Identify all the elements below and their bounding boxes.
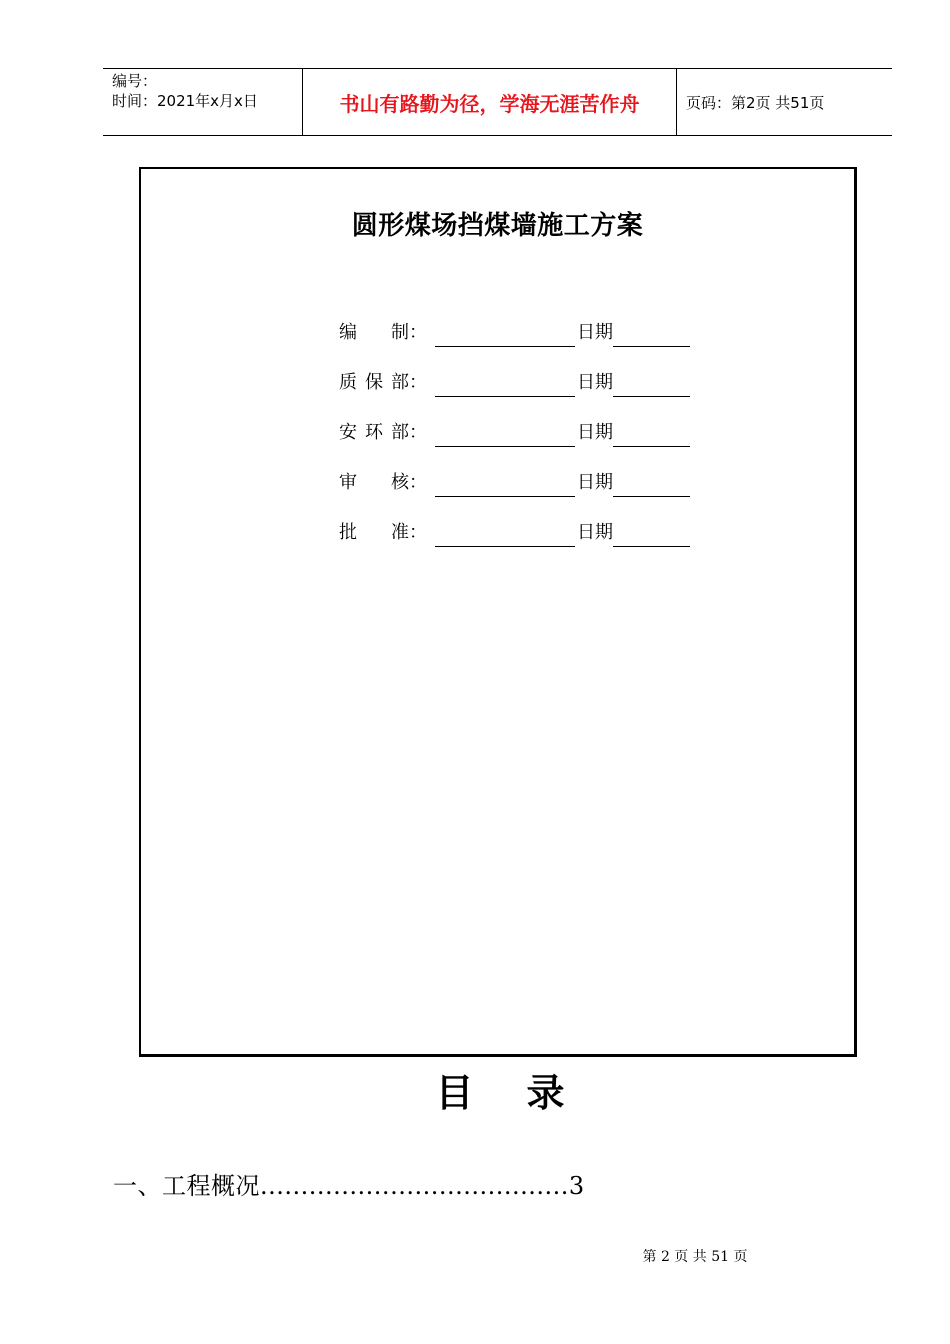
signature-label bbox=[339, 319, 409, 347]
toc-title: 目 录 bbox=[435, 1070, 565, 1115]
signature-blank[interactable] bbox=[435, 524, 575, 547]
label-char: 编 bbox=[339, 322, 357, 343]
header-page-info: 页码：第2页 共51页 bbox=[686, 93, 825, 112]
date-blank[interactable] bbox=[613, 424, 690, 447]
label-colon: ： bbox=[409, 322, 427, 343]
date-label: 日期 bbox=[577, 372, 613, 393]
number-label: 编号： bbox=[112, 72, 158, 90]
label-colon: ： bbox=[409, 422, 427, 443]
label-char: 部 bbox=[391, 422, 409, 443]
toc-entry-text: 一、工程概况 bbox=[113, 1172, 260, 1200]
label-char: 审 bbox=[339, 472, 357, 493]
date-label: 日期 bbox=[577, 472, 613, 493]
signature-label bbox=[339, 369, 409, 397]
label-char: 批 bbox=[339, 522, 357, 543]
date-label: 日期 bbox=[577, 322, 613, 343]
toc-entry-leader: ...................................... bbox=[260, 1172, 569, 1200]
date-blank[interactable] bbox=[613, 324, 690, 347]
label-colon: ： bbox=[409, 372, 427, 393]
label-colon: ： bbox=[409, 472, 427, 493]
label-char: 准 bbox=[391, 522, 409, 543]
page-footer: 第 2 页 共 51 页 bbox=[642, 1249, 748, 1265]
label-char: 保 bbox=[365, 372, 383, 393]
date-blank[interactable] bbox=[613, 524, 690, 547]
header-page-cell bbox=[677, 69, 892, 135]
time-label: 时间：2021年x月x日 bbox=[112, 92, 258, 110]
signature-blank[interactable] bbox=[435, 474, 575, 497]
signature-label bbox=[339, 519, 409, 547]
date-blank[interactable] bbox=[613, 474, 690, 497]
label-char: 部 bbox=[391, 372, 409, 393]
date-blank[interactable] bbox=[613, 374, 690, 397]
signature-row-review bbox=[339, 469, 690, 497]
label-char: 质 bbox=[339, 372, 357, 393]
signature-row-quality bbox=[339, 369, 690, 397]
signature-label bbox=[339, 419, 409, 447]
label-char: 安 bbox=[339, 422, 357, 443]
date-label: 日期 bbox=[577, 522, 613, 543]
toc-entry-page: 3 bbox=[568, 1172, 585, 1200]
signature-row-approve bbox=[339, 519, 690, 547]
label-colon: ： bbox=[409, 522, 427, 543]
label-char: 环 bbox=[365, 422, 383, 443]
header-motto-cell bbox=[303, 69, 677, 135]
header-meta-cell bbox=[103, 69, 303, 135]
signature-row-compile bbox=[339, 319, 690, 347]
page-header bbox=[103, 68, 892, 136]
label-char: 核 bbox=[391, 472, 409, 493]
signature-blank[interactable] bbox=[435, 324, 575, 347]
label-char: 制 bbox=[391, 322, 409, 343]
motto-text: 书山有路勤为径，学海无涯苦作舟 bbox=[339, 91, 640, 116]
signature-label bbox=[339, 469, 409, 497]
toc-entry[interactable] bbox=[113, 1166, 585, 1201]
signature-row-safety bbox=[339, 419, 690, 447]
cover-title: 圆形煤场挡煤墙施工方案 bbox=[351, 211, 644, 241]
date-label: 日期 bbox=[577, 422, 613, 443]
signature-blank[interactable] bbox=[435, 424, 575, 447]
cover-box bbox=[139, 167, 857, 1057]
signature-blank[interactable] bbox=[435, 374, 575, 397]
